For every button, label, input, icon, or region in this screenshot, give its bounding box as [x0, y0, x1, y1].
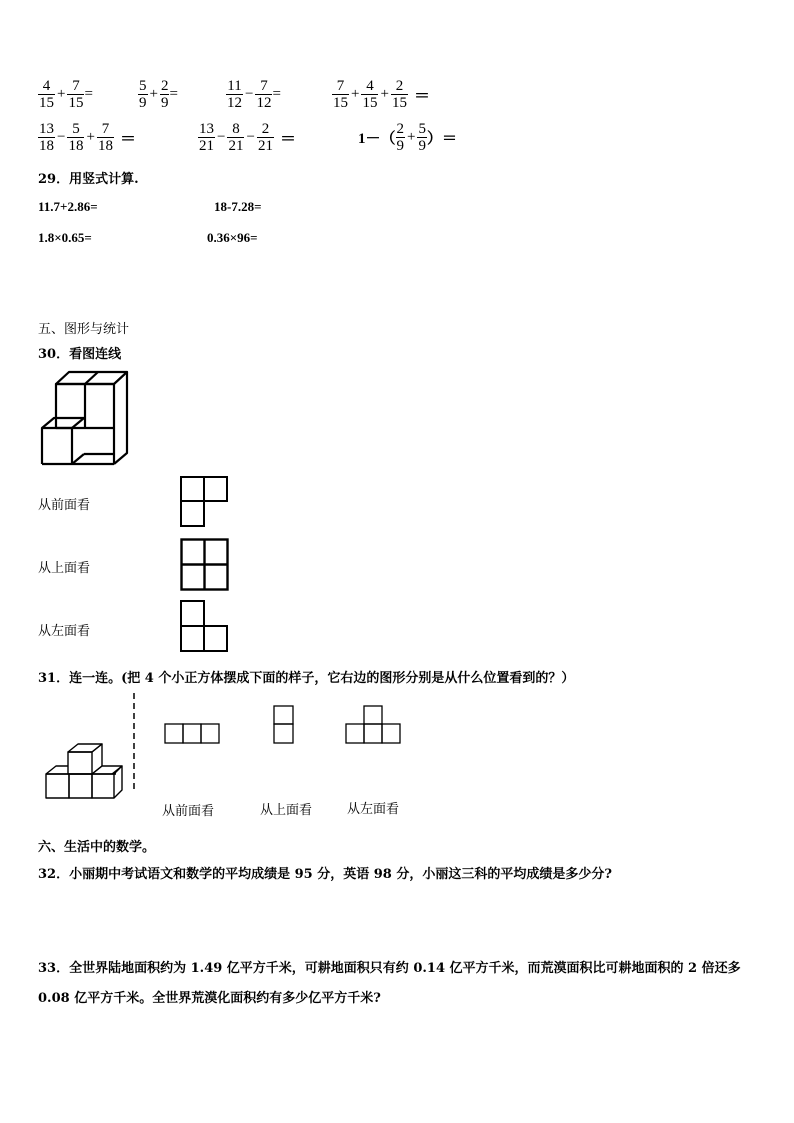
fraction-expression-2 — [138, 78, 178, 111]
fraction-expression-4 — [332, 78, 430, 111]
equals-sign: ＝ — [119, 131, 136, 148]
fraction-expression-6 — [198, 121, 296, 154]
cube-stack-figure — [38, 368, 133, 466]
view-shape-c — [180, 600, 230, 654]
view-shape-b — [180, 538, 230, 592]
view-shape-t-shape — [345, 705, 405, 745]
fraction-expression-1 — [38, 78, 93, 111]
fraction: $\frac{7}{18}$ — [97, 121, 113, 154]
view-label-top: 从上面看 — [38, 561, 91, 576]
section-heading: 六、生活中的数学。 — [38, 840, 156, 855]
fraction: $\frac{2}{9}$ — [396, 121, 405, 154]
calc-item: 1.8×0.65= — [38, 230, 92, 245]
equals-sign: ＝ — [413, 88, 430, 105]
section-heading: 五、图形与统计 — [38, 322, 130, 337]
q30-title: 30．看图连线 — [38, 347, 122, 362]
expression-suffix: ）＝ — [426, 131, 457, 147]
operator: + — [86, 129, 95, 145]
equals-sign: = — [272, 86, 281, 102]
view-shape-row-three — [164, 723, 222, 745]
fraction: $\frac{5}{9}$ — [139, 78, 147, 111]
view-label-front: 从前面看 — [38, 498, 91, 513]
fraction: $\frac{2}{9}$ — [160, 78, 169, 111]
q32-text: 32．小丽期中考试语文和数学的平均成绩是 95 分，英语 98 分，小丽这三科的平均成绩是多少分? — [38, 867, 612, 882]
calc-item: 0.36×96= — [207, 230, 258, 245]
four-cube-figure — [44, 742, 124, 802]
view-label-left: 从左面看 — [347, 802, 400, 817]
operator: + — [380, 86, 389, 102]
q33-text-line1: 33．全世界陆地面积约为 1.49 亿平方千米，可耕地面积只有约 0.14 亿平方千米，而荒漠面积比可耕地面积的 2 倍还多 — [38, 961, 741, 976]
equals-sign: = — [84, 86, 93, 102]
fraction: $\frac{2}{15}$ — [391, 78, 407, 111]
view-label-left: 从左面看 — [38, 624, 91, 639]
operator: − — [57, 129, 66, 145]
calc-item: 18-7.28= — [214, 199, 262, 214]
equals-sign: ＝ — [279, 131, 296, 148]
fraction-expression-5 — [38, 121, 136, 154]
calc-item: 11.7+2.86= — [38, 199, 98, 214]
fraction: $\frac{4}{15}$ — [362, 78, 378, 111]
view-shape-a — [180, 476, 230, 528]
operator: − — [245, 86, 254, 102]
fraction: $\frac{7}{15}$ — [68, 78, 84, 111]
fraction: $\frac{5}{18}$ — [68, 121, 84, 154]
operator: − — [246, 129, 255, 145]
fraction: $\frac{8}{21}$ — [228, 121, 244, 154]
operator: + — [407, 129, 416, 145]
fraction: $\frac{13}{21}$ — [199, 121, 214, 154]
operator: + — [149, 86, 158, 102]
fraction: $\frac{2}{21}$ — [257, 121, 273, 154]
q29-title: 29．用竖式计算. — [38, 172, 139, 187]
view-shape-column-two — [273, 705, 295, 745]
fraction: $\frac{5}{9}$ — [418, 121, 426, 154]
q33-text-line2: 0.08 亿平方千米。全世界荒漠化面积约有多少亿平方千米? — [38, 991, 381, 1006]
operator: − — [217, 129, 226, 145]
fraction-expression-3 — [226, 78, 281, 111]
fraction: $\frac{7}{12}$ — [256, 78, 272, 111]
operator: + — [351, 86, 360, 102]
fraction: $\frac{7}{15}$ — [333, 78, 348, 111]
view-label-top: 从上面看 — [260, 803, 313, 818]
expression-prefix: 1－（ — [358, 131, 396, 147]
view-label-front: 从前面看 — [162, 804, 215, 819]
equals-sign: = — [169, 86, 178, 102]
operator: + — [57, 86, 66, 102]
fraction: $\frac{13}{18}$ — [39, 121, 54, 154]
fraction: $\frac{4}{15}$ — [39, 78, 54, 111]
fraction: $\frac{11}{12}$ — [227, 78, 242, 111]
fraction-expression-7 — [358, 121, 457, 154]
q31-title: 31．连一连。(把 4 个小正方体摆成下面的样子，它右边的图形分别是从什么位置看到的？） — [38, 671, 575, 686]
dashed-divider — [132, 693, 136, 791]
